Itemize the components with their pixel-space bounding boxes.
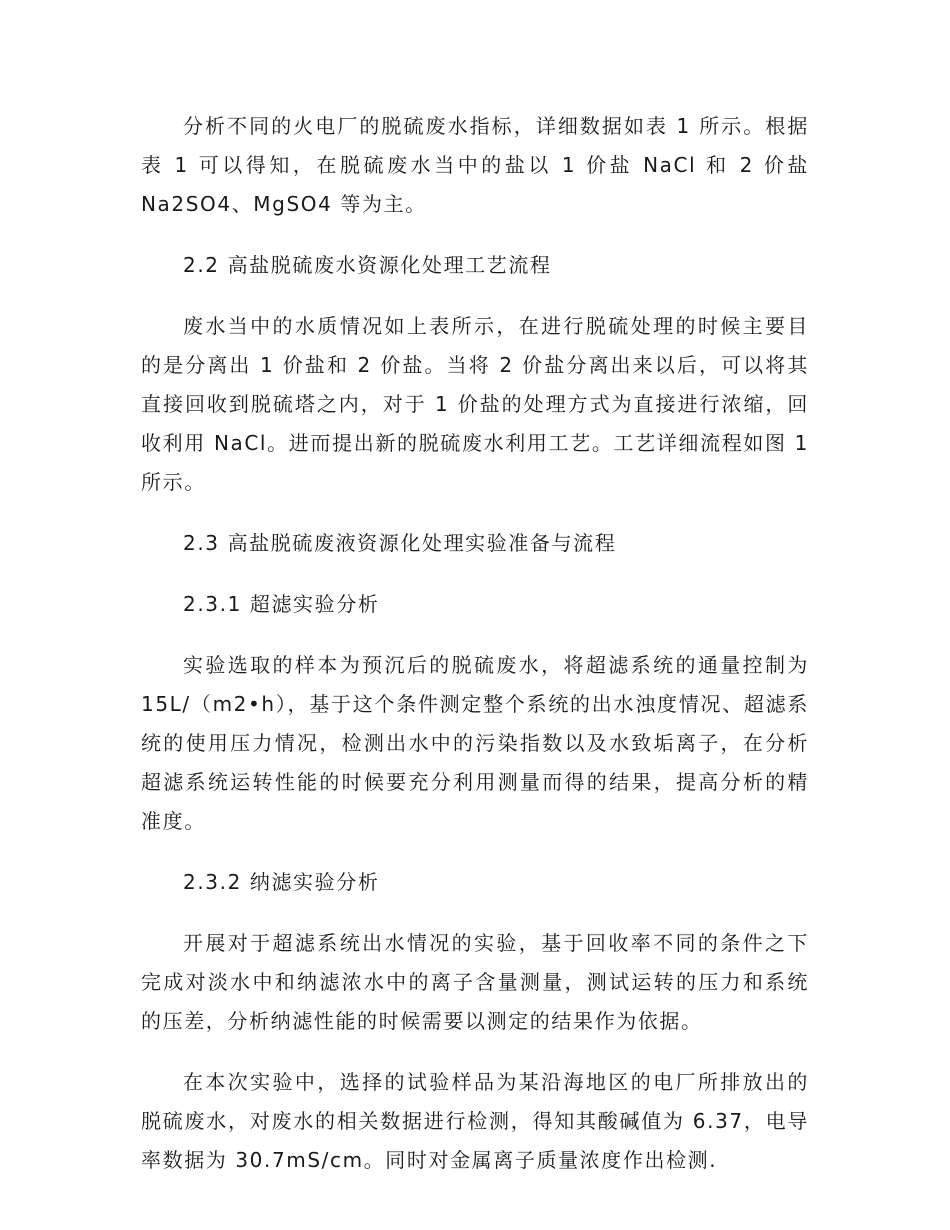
- section-heading-2-3: 2.3 高盐脱硫废液资源化处理实验准备与流程: [183, 531, 617, 555]
- document-page: [141, 107, 809, 1180]
- paragraph-ultrafiltration: 实验选取的样本为预沉后的脱硫废水，将超滤系统的通量控制为 15L/（m2•h），基于这个条件测定整个系统的出水浊度情况、超滤系统的使用压力情况，检测出水中的污染指数以及水致垢离子，在分析超滤系统运转性能的时候要充分利用测量而得的结果，提高分析的精准度。: [141, 653, 809, 833]
- paragraph-salt-composition: 分析不同的火电厂的脱硫废水指标，详细数据如表 1 所示。根据表 1 可以得知，在脱硫废水当中的盐以 1 价盐 NaCl 和 2 价盐 Na2SO4、MgSO4 等为主。: [141, 114, 809, 216]
- section-heading-2-3-2: 2.3.2 纳滤实验分析: [183, 870, 380, 894]
- paragraph-process-flow: 废水当中的水质情况如上表所示，在进行脱硫处理的时候主要目的是分离出 1 价盐和 2 价盐。当将 2 价盐分离出来以后，可以将其直接回收到脱硫塔之内，对于 1 价盐的处理方式为直接进行浓缩，回收利用 NaCl。进而提出新的脱硫废水利用工艺。工艺详细流程如图 1 所示。: [141, 314, 809, 494]
- paragraph-nanofiltration: 开展对于超滤系统出水情况的实验，基于回收率不同的条件之下完成对淡水中和纳滤浓水中的离子含量测量，测试运转的压力和系统的压差，分析纳滤性能的时候需要以测定的结果作为依据。: [141, 931, 809, 1033]
- paragraph-sample-test: 在本次实验中，选择的试验样品为某沿海地区的电厂所排放出的脱硫废水，对废水的相关数据进行检测，得知其酸碱值为 6.37，电导率数据为 30.7mS/cm。同时对金属离子质量浓度作出检测.: [141, 1070, 809, 1172]
- section-heading-2-2: 2.2 高盐脱硫废水资源化处理工艺流程: [183, 253, 552, 277]
- section-heading-2-3-1: 2.3.1 超滤实验分析: [183, 592, 380, 616]
